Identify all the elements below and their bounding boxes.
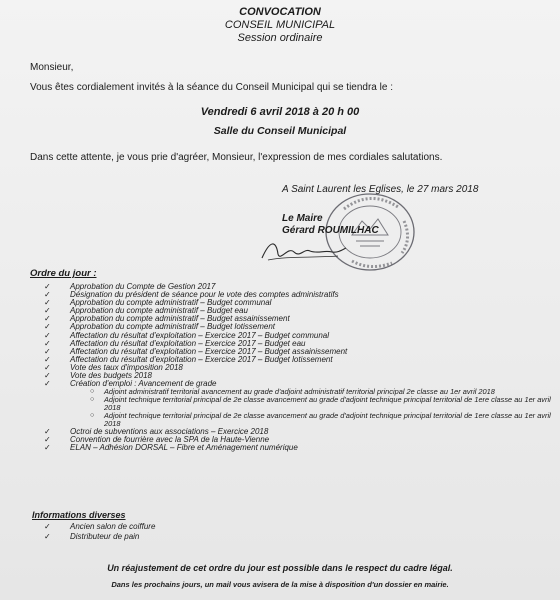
agenda-item-text: Approbation du compte administratif – Budget communal bbox=[70, 298, 272, 308]
agenda-item-text: Convention de fourrière avec la SPA de la Haute-Vienne bbox=[70, 434, 270, 444]
footer-notice: Un réajustement de cet ordre du jour est possible dans le respect du cadre légal. bbox=[107, 563, 453, 573]
checkmark-icon: ✓ bbox=[44, 330, 51, 340]
info-item bbox=[44, 522, 155, 532]
agenda-item-text: Octroi de subventions aux associations – Exercice 2018 bbox=[70, 426, 269, 436]
document-title: CONVOCATION bbox=[239, 6, 321, 18]
meeting-date: Vendredi 6 avril 2018 à 20 h 00 bbox=[200, 106, 360, 118]
invitation-text: Vous êtes cordialement invités à la séance du Conseil Municipal qui se tiendra le : bbox=[30, 82, 393, 93]
circle-bullet-icon: ○ bbox=[90, 396, 95, 404]
agenda-item-text: Vote des budgets 2018 bbox=[70, 371, 152, 381]
agenda-item-text: Approbation du compte administratif – Budget eau bbox=[70, 306, 248, 316]
circle-bullet-icon: ○ bbox=[90, 388, 95, 396]
circle-bullet-icon: ○ bbox=[90, 411, 95, 419]
closing-formula: Dans cette attente, je vous prie d'agréer, Monsieur, l'expression de mes cordiales salutations. bbox=[30, 152, 443, 163]
checkmark-icon: ✓ bbox=[44, 426, 51, 436]
info-title: Informations diverses bbox=[32, 510, 126, 520]
agenda-item-text: ELAN – Adhésion DORSAL – Fibre et Aménagement numérique bbox=[70, 442, 298, 452]
document-header bbox=[0, 6, 560, 45]
agenda-item-text: Désignation du président de séance pour le vote des comptes administratifs bbox=[70, 290, 339, 300]
checkmark-icon: ✓ bbox=[44, 338, 51, 348]
meeting-location: Salle du Conseil Municipal bbox=[213, 125, 347, 137]
agenda-item-text: Création d'emploi : Avancement de grade bbox=[70, 379, 217, 389]
checkmark-icon: ✓ bbox=[44, 362, 51, 372]
handwritten-signature bbox=[258, 236, 348, 266]
mayor-name: Gérard ROUMILHAC bbox=[282, 225, 379, 236]
agenda-item-text: Approbation du compte administratif – Budget assainissement bbox=[70, 314, 290, 324]
salutation: Monsieur, bbox=[30, 62, 74, 73]
agenda-item bbox=[44, 444, 554, 452]
info-item-text: Ancien salon de coiffure bbox=[70, 522, 156, 531]
agenda-item-text: Adjoint administratif territorial avancement au grade d'adjoint administratif territorial principal 2e classe au 1er avril 2018 bbox=[104, 387, 495, 397]
checkmark-icon: ✓ bbox=[44, 282, 51, 291]
info-list bbox=[44, 522, 155, 542]
footer-mail-notice: Dans les prochains jours, un mail vous avisera de la mise à disposition d'un dossier en mairie. bbox=[111, 580, 449, 589]
place-and-date: A Saint Laurent les Eglises, le 27 mars 2018 bbox=[282, 184, 479, 195]
mayor-signature-block bbox=[282, 213, 379, 237]
info-item bbox=[44, 532, 155, 542]
checkmark-icon: ✓ bbox=[44, 532, 51, 541]
mayor-role: Le Maire bbox=[282, 213, 323, 224]
checkmark-icon: ✓ bbox=[44, 522, 51, 531]
agenda-item-text: Affectation du résultat d'exploitation – Exercice 2017 – Budget eau bbox=[70, 338, 306, 348]
agenda-list bbox=[44, 283, 554, 452]
checkmark-icon: ✓ bbox=[44, 346, 51, 356]
agenda-item-text: Vote des taux d'imposition 2018 bbox=[70, 362, 183, 372]
agenda-item-text: Approbation du compte administratif – Budget lotissement bbox=[70, 322, 276, 332]
checkmark-icon: ✓ bbox=[44, 314, 51, 324]
checkmark-icon: ✓ bbox=[44, 322, 51, 332]
checkmark-icon: ✓ bbox=[44, 442, 51, 452]
checkmark-icon: ✓ bbox=[44, 290, 51, 300]
document-subtitle: CONSEIL MUNICIPAL bbox=[224, 19, 336, 31]
checkmark-icon: ✓ bbox=[44, 371, 51, 381]
agenda-item-text: Adjoint technique territorial principal de 2e classe avancement au grade d'adjoint technique principal territorial de 1ere classe au 1er avril 2018 bbox=[104, 395, 551, 413]
checkmark-icon: ✓ bbox=[44, 379, 51, 389]
checkmark-icon: ✓ bbox=[44, 298, 51, 308]
agenda-item-text: Affectation du résultat d'exploitation – Exercice 2017 – Budget assainissement bbox=[70, 346, 348, 356]
agenda-item-text: Adjoint technique territorial principal de 2e classe avancement au grade d'adjoint technique principal territorial de 1ere classe au 1er avril 2018 bbox=[104, 410, 551, 428]
agenda-subitem bbox=[44, 412, 554, 428]
checkmark-icon: ✓ bbox=[44, 306, 51, 316]
agenda-title: Ordre du jour : bbox=[30, 268, 97, 279]
session-type: Session ordinaire bbox=[237, 32, 323, 44]
agenda-item-text: Approbation du Compte de Gestion 2017 bbox=[70, 282, 216, 291]
checkmark-icon: ✓ bbox=[44, 354, 51, 364]
info-item-text: Distributeur de pain bbox=[70, 532, 140, 541]
checkmark-icon: ✓ bbox=[44, 434, 51, 444]
agenda-subitem bbox=[44, 396, 554, 412]
agenda-item-text: Affectation du résultat d'exploitation – Exercice 2017 – Budget lotissement bbox=[70, 354, 333, 364]
agenda-item-text: Affectation du résultat d'exploitation – Exercice 2017 – Budget communal bbox=[70, 330, 330, 340]
